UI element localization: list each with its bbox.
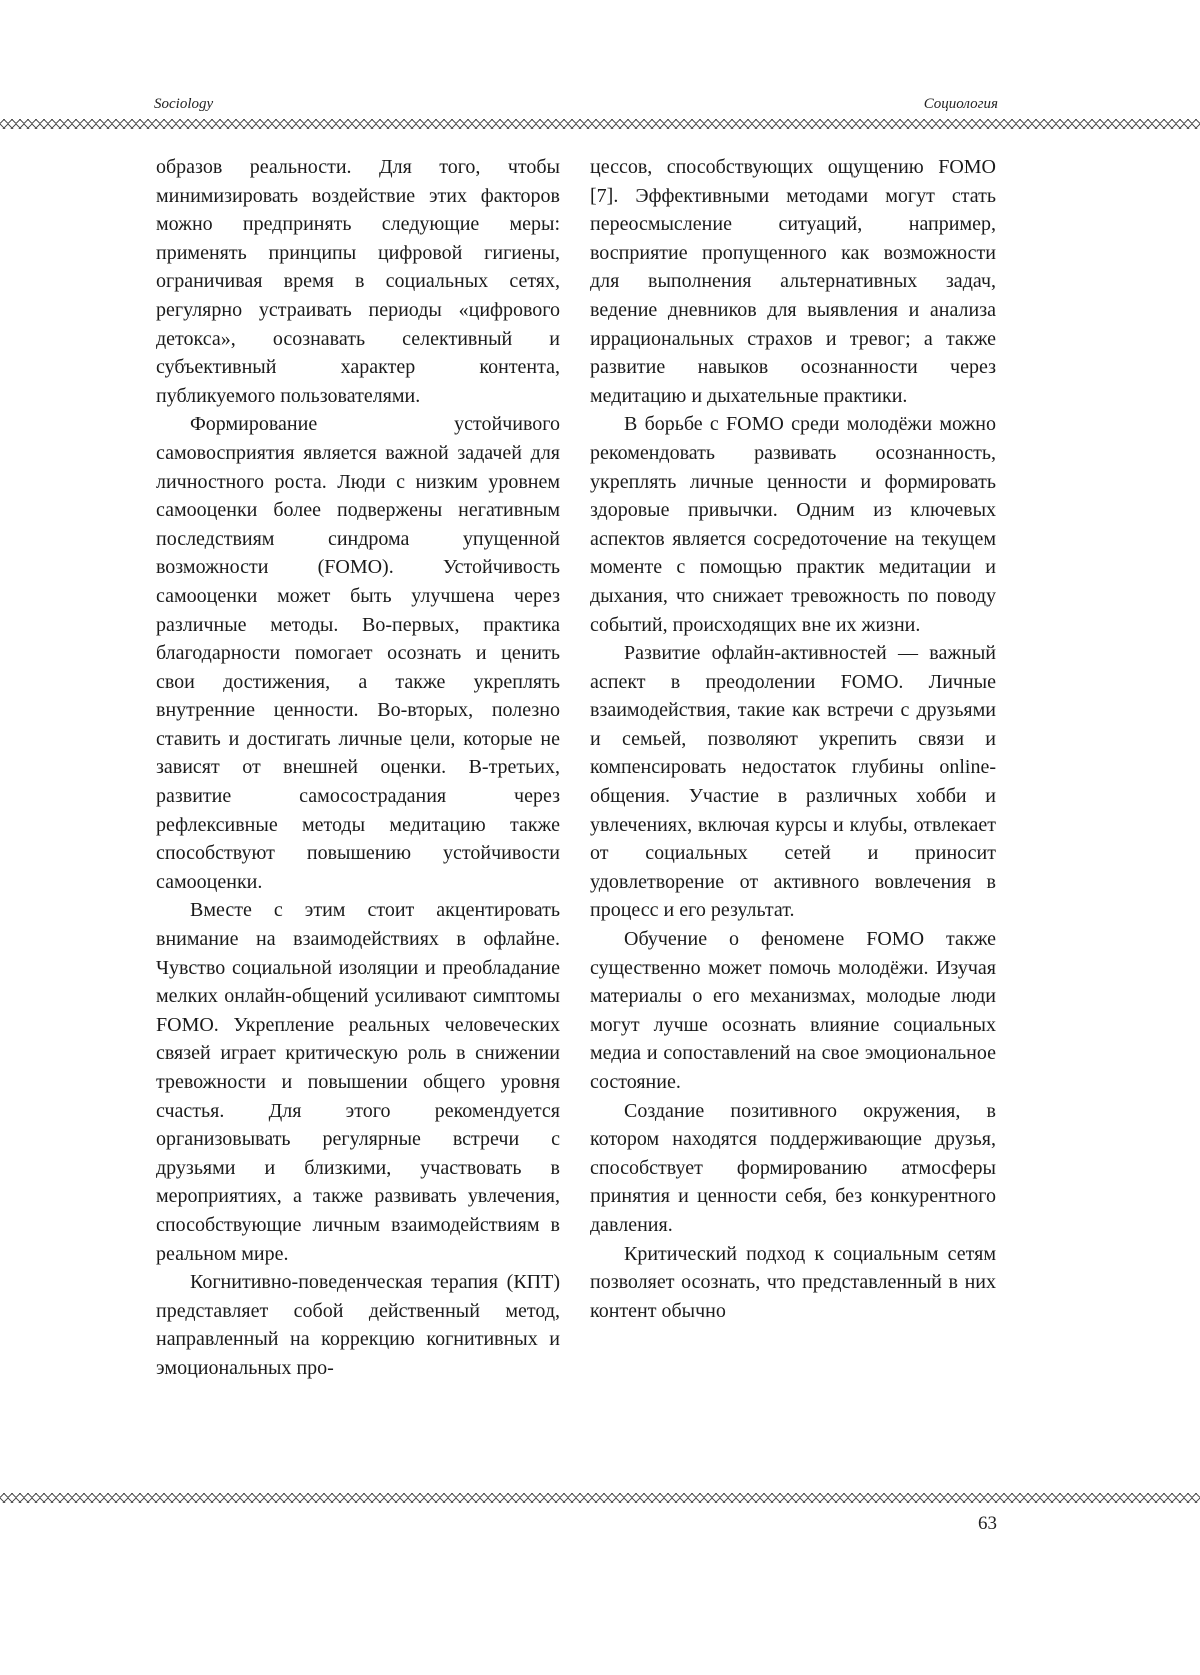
left-text-column [156, 153, 560, 1383]
paragraph: Когнитивно-поведенческая терапия (КПТ) представляет собой действенный метод, направленный на коррекцию когнитивных и эмоциональных про- [156, 1271, 560, 1379]
top-ornament-border [0, 119, 1200, 129]
paragraph: Критический подход к социальным сетям позволяет осознать, что представленный в них контент обычно [590, 1242, 996, 1322]
journal-section-russian: Социология [923, 96, 998, 112]
page-number: 63 [978, 1513, 997, 1534]
paragraph: Создание позитивного окружения, в котором находятся поддерживающие друзья, способствует формированию атмосферы принятия и ценности себя, без конкурентного давления. [590, 1099, 996, 1236]
paragraph: Формирование устойчивого самовосприятия является важной задачей для личностного роста. Люди с низким уровнем самооценки более подвержены негативным последствиям синдрома упущенной возможности (FOMO). Устойчивость самооценки может быть улучшена через различные методы. Во-первых, практика благодарности помогает осознать и ценить свои достижения, а также укреплять внутренние ценности. Во-вторых, полезно ставить и достигать личные цели, которые не зависят от внешней оценки. В-третьих, развитие самосострадания через рефлексивные методы медитацию также способствуют повышению устойчивости самооценки. [156, 413, 560, 893]
paragraph: Развитие офлайн-активностей — важный аспект в преодолении FOMO. Личные взаимодействия, такие как встречи с друзьями и семьей, позволяют укрепить связи и компенсировать недостаток глубины online-общения. Участие в различных хобби и увлечениях, включая курсы и клубы, отвлекает от социальных сетей и приносит удовлетворение от активного вовлечения в процесс и его результат. [590, 642, 996, 922]
journal-section-english: Sociology [154, 96, 214, 112]
right-text-column [590, 153, 996, 1325]
paragraph: цессов, способствующих ощущению FOMO [7]. Эффективными методами могут стать переосмысление ситуаций, например, восприятие пропущенного как возможности для выполнения альтернативных задач, ведение дневников для выявления и анализа иррациональных страхов и тревог; а также развитие навыков осознанности через медитацию и дыхательные практики. [590, 156, 996, 407]
paragraph: В борьбе с FOMO среди молодёжи можно рекомендовать развивать осознанность, укреплять личные ценности и формировать здоровые привычки. Одним из ключевых аспектов является сосредоточение на текущем моменте с помощью практик медитации и дыхания, что снижает тревожность по поводу событий, происходящих вне их жизни. [590, 413, 996, 636]
paragraph: Обучение о феномене FOMO также существенно может помочь молодёжи. Изучая материалы о его механизмах, молодые люди могут лучше осознать влияние социальных медиа и сопоставлений на свое эмоциональное состояние. [590, 928, 996, 1093]
paragraph: Вместе с этим стоит акцентировать внимание на взаимодействиях в офлайне. Чувство социальной изоляции и преобладание мелких онлайн-общений усиливают симптомы FOMO. Укрепление реальных человеческих связей играет критическую роль в снижении тревожности и повышении общего уровня счастья. Для этого рекомендуется организовывать регулярные встречи с друзьями и близкими, участвовать в мероприятиях, а также развивать увлечения, способствующие личным взаимодействиям в реальном мире. [156, 899, 560, 1265]
running-header [154, 96, 998, 116]
paragraph: образов реальности. Для того, чтобы минимизировать воздействие этих факторов можно предпринять следующие меры: применять принципы цифровой гигиены, ограничивая время в социальных сетях, регулярно устраивать периоды «цифрового детокса», осознавать селективный и субъективный характер контента, публикуемого пользователями. [156, 156, 560, 407]
bottom-ornament-border [0, 1493, 1200, 1503]
